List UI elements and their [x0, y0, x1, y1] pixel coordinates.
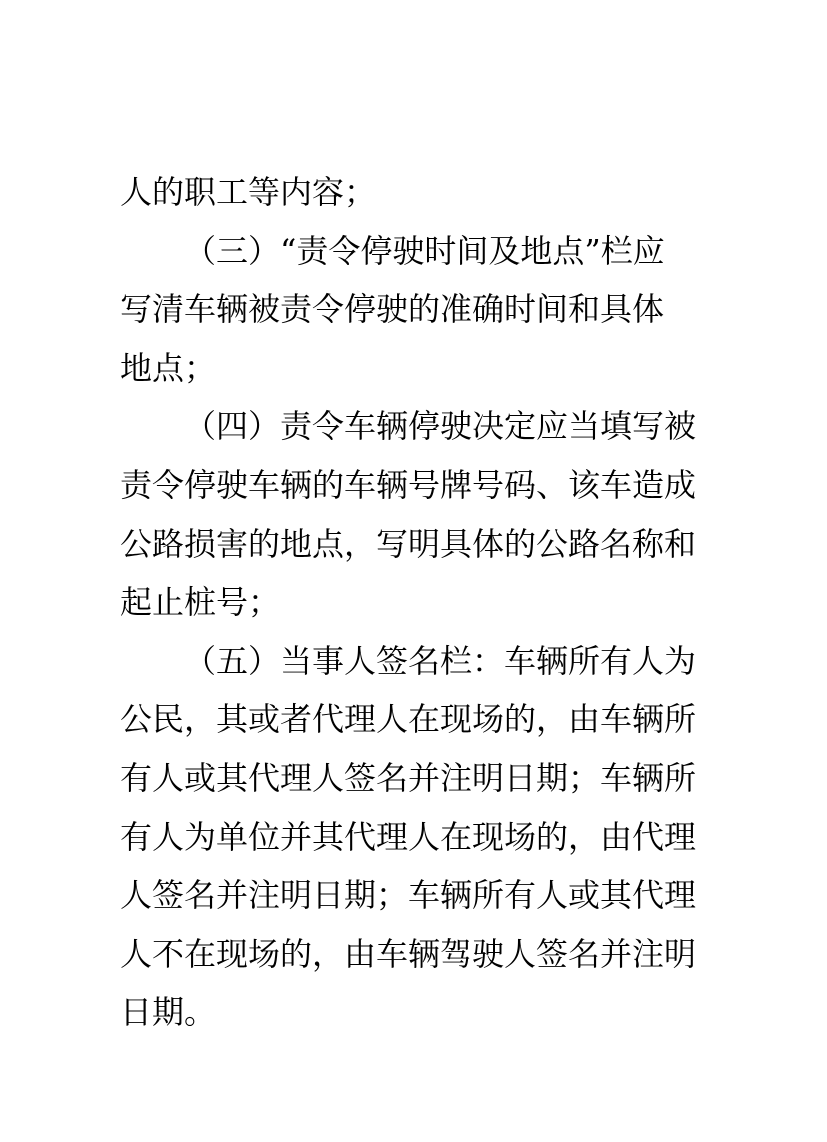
text-line: 人不在现场的，由车辆驾驶人签名并注明 — [120, 934, 697, 973]
paragraph-start-line: （三）“责令停驶时间及地点”栏应 — [184, 231, 665, 270]
text-line: 人的职工等内容； — [120, 173, 377, 211]
text-line: 公路损害的地点，写明具体的公路名称和 — [120, 524, 697, 563]
text-line: 有人或其代理人签名并注明日期；车辆所 — [120, 758, 697, 797]
text-line: 地点； — [120, 348, 217, 387]
text-line: 人签名并注明日期；车辆所有人或其代理 — [120, 876, 697, 915]
paragraph-start-line: （四）责令车辆停驶决定应当填写被 — [184, 407, 697, 446]
text-line: 起止桩号； — [120, 583, 281, 622]
text-line: 责令停驶车辆的车辆号牌号码、该车造成 — [120, 465, 697, 504]
document-body — [120, 163, 720, 1042]
paragraph-start-line: （五）当事人签名栏：车辆所有人为 — [184, 641, 697, 680]
text-line: 有人为单位并其代理人在现场的，由代理 — [120, 817, 697, 856]
text-line: 公民，其或者代理人在现场的，由车辆所 — [120, 700, 697, 739]
text-line: 写清车辆被责令停驶的准确时间和具体 — [120, 290, 665, 329]
text-line: 日期。 — [120, 993, 217, 1032]
